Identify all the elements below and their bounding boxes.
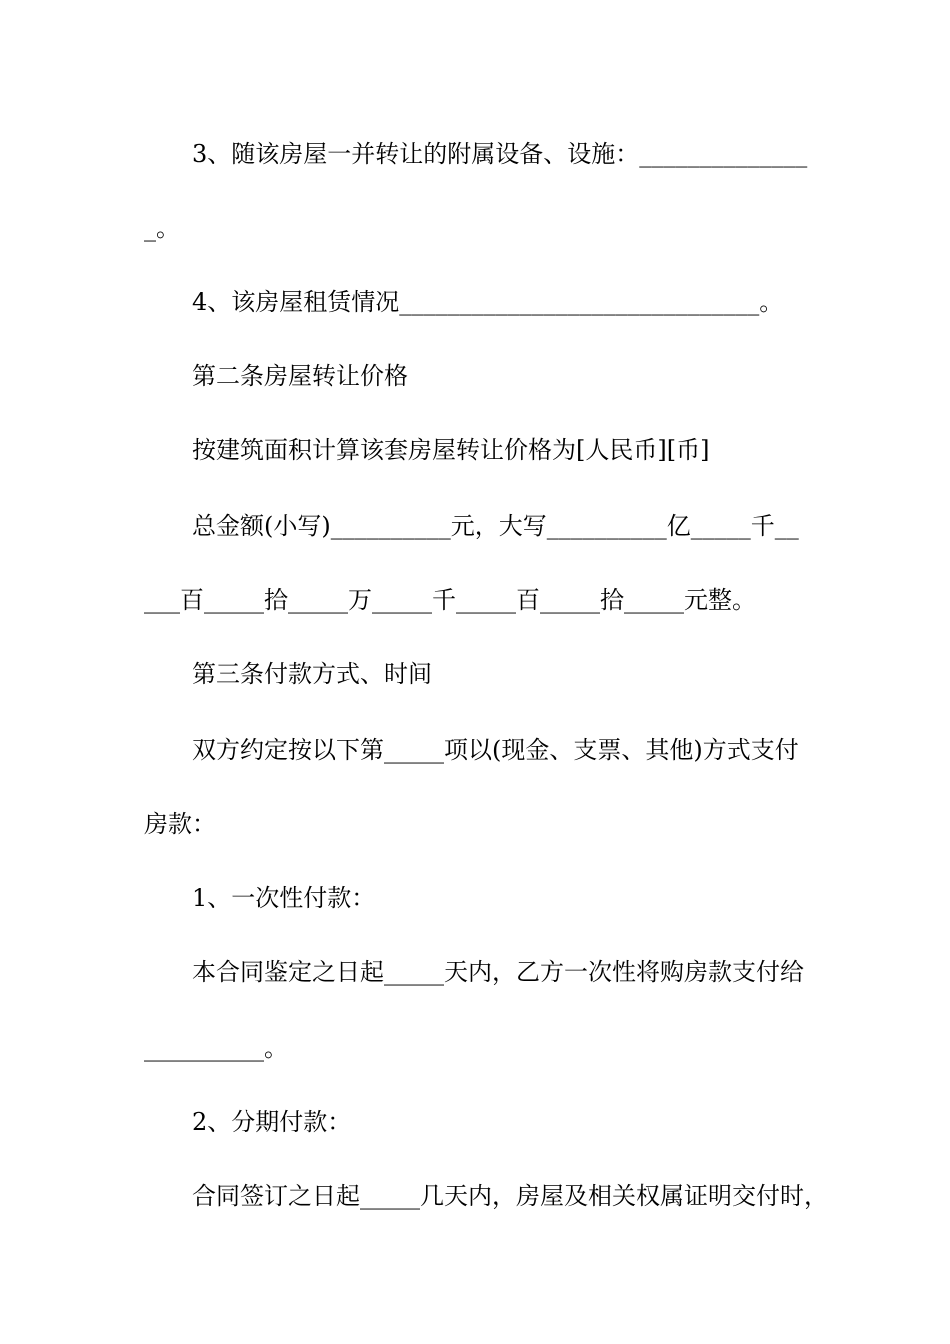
paragraph-line: 2、分期付款： xyxy=(192,1108,352,1136)
paragraph-line: 双方约定按以下第_____项以(现金、支票、其他)方式支付 xyxy=(192,736,799,764)
paragraph-line: 房款： xyxy=(144,810,216,838)
paragraph-line: 3、随该房屋一并转让的附属设备、设施：______________ xyxy=(192,140,808,168)
paragraph-line: 合同签订之日起_____几天内，房屋及相关权属证明交付时， xyxy=(192,1182,828,1210)
section-heading: 第三条付款方式、时间 xyxy=(192,660,432,688)
paragraph-line: 按建筑面积计算该套房屋转让价格为[人民币][币] xyxy=(192,436,710,464)
paragraph-line: __________。 xyxy=(144,1034,288,1062)
paragraph-line: _。 xyxy=(144,214,180,242)
paragraph-line: 4、该房屋租赁情况______________________________。 xyxy=(192,288,784,316)
section-heading: 第二条房屋转让价格 xyxy=(192,362,408,390)
paragraph-line: 1、一次性付款： xyxy=(192,884,376,912)
paragraph-line: 本合同鉴定之日起_____天内，乙方一次性将购房款支付给 xyxy=(192,958,804,986)
paragraph-line: 总金额(小写)__________元，大写__________亿_____千__ xyxy=(192,512,799,540)
paragraph-line: ___百_____拾_____万_____千_____百_____拾_____元整。 xyxy=(144,586,756,614)
